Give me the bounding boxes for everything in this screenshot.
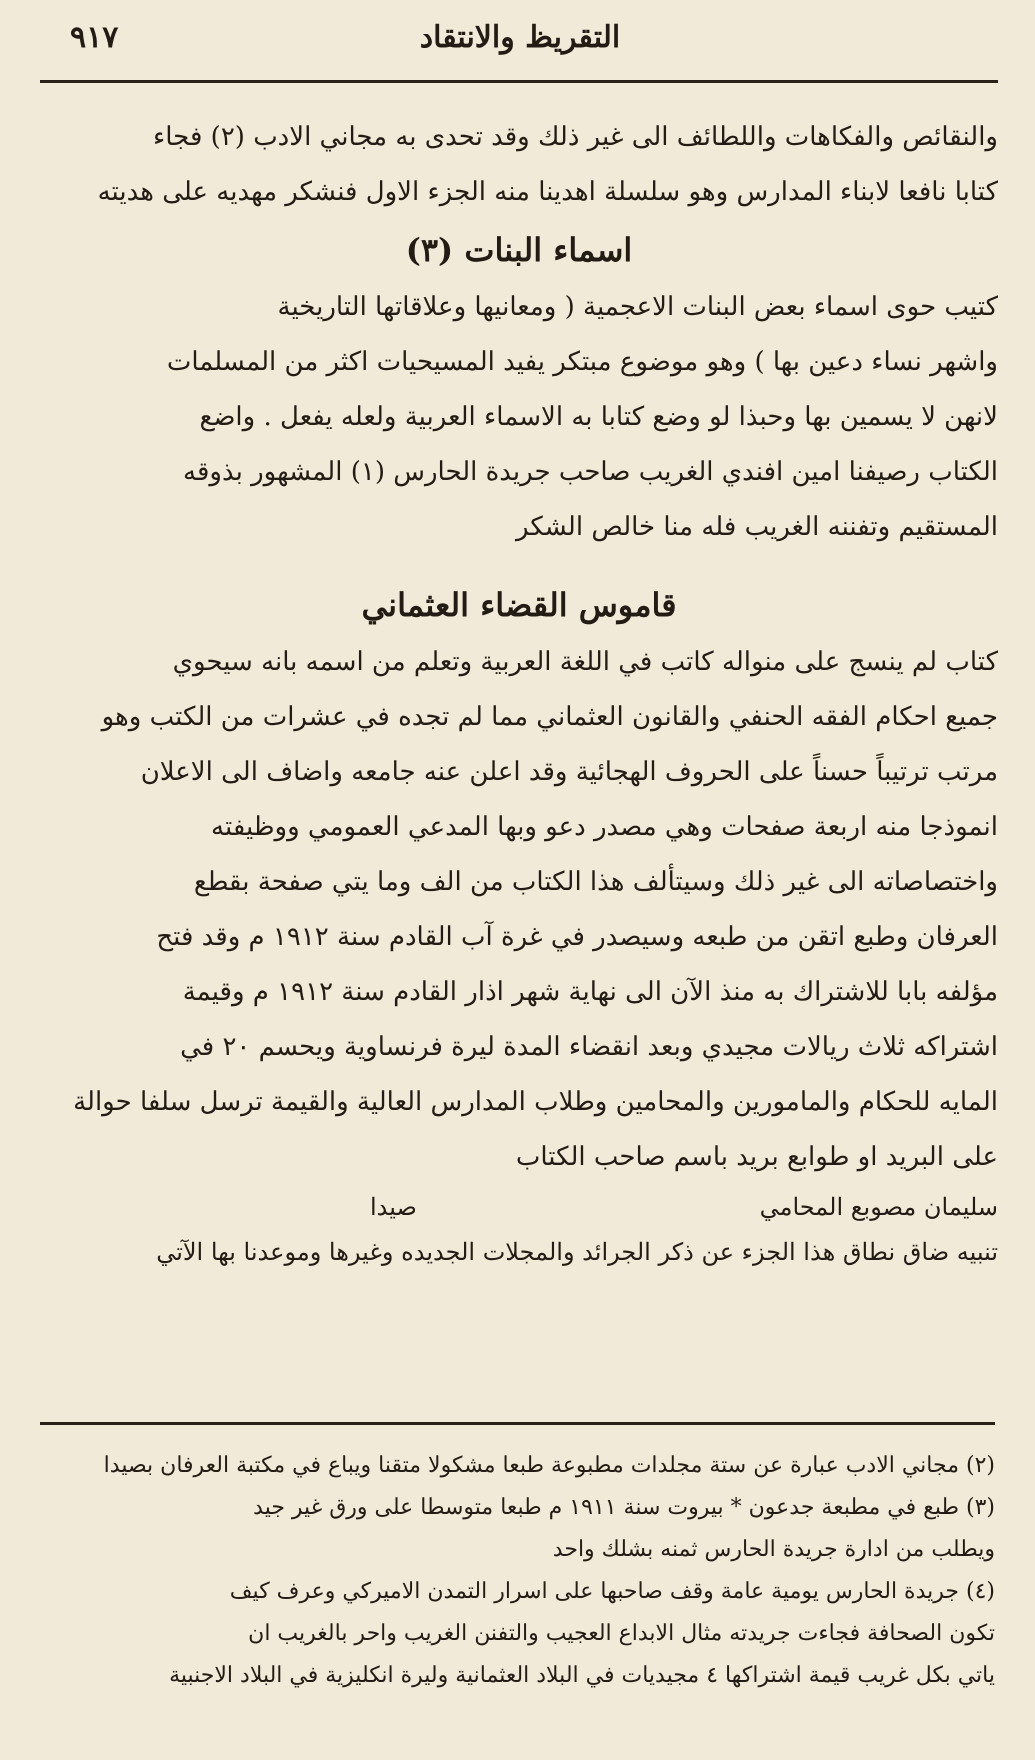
text-line: المايه للحكام والمامورين والمحامين وطلاب المدارس العالية والقيمة ترسل سلفا حوالة <box>73 1087 998 1117</box>
signature-row <box>40 1185 998 1229</box>
text-line: كتابا نافعا لابناء المدارس وهو سلسلة اهدينا منه الجزء الاول فنشكر مهديه على هديته <box>97 177 998 207</box>
footnote-rule <box>40 1422 995 1425</box>
section-heading-girls-names: اسماء البنات (٣) <box>405 231 633 269</box>
editorial-notice: تنبيه ضاق نطاق هذا الجزء عن ذكر الجرائد والمجلات الجديده وغيرها وموعدنا بها الآتي <box>156 1238 998 1266</box>
text-line: لانهن لا يسمين بها وحبذا لو وضع كتابا به الاسماء العربية ولعله يفعل . واضع <box>199 402 998 432</box>
text-line: على البريد او طوابع بريد باسم صاحب الكتاب <box>515 1142 998 1172</box>
text-line: مرتب ترتيباً حسناً على الحروف الهجائية وقد اعلن عنه جامعه واضاف الى الاعلان <box>140 757 998 787</box>
footnote-line: ياتي بكل غريب قيمة اشتراكها ٤ مجيديات في البلاد العثمانية وليرة انكليزية في البلاد الاجنبية <box>169 1663 995 1688</box>
text-line: كتيب حوى اسماء بعض البنات الاعجمية ( ومعانيها وعلاقاتها التاريخية <box>277 292 998 322</box>
section-heading-ottoman-dictionary: قاموس القضاء العثماني <box>361 586 677 624</box>
text-line: الكتاب رصيفنا امين افندي الغريب صاحب جريدة الحارس (١) المشهور بذوقه <box>183 457 998 487</box>
text-line: كتاب لم ينسج على منواله كاتب في اللغة العربية وتعلم من اسمه بانه سيحوي <box>172 647 998 677</box>
footnote-line: (٣) طبع في مطبعة جدعون * بيروت سنة ١٩١١ م طبعا متوسطا على ورق غير جيد <box>253 1495 995 1520</box>
footnote-line: (٢) مجاني الادب عبارة عن ستة مجلدات مطبوعة طبعا مشكولا متقنا ويباع في مكتبة العرفان بصيدا <box>103 1453 995 1478</box>
footnotes <box>40 1445 995 1697</box>
section-gap <box>40 555 998 575</box>
text-line: والنقائص والفكاهات واللطائف الى غير ذلك وقد تحدى به مجاني الادب (٢) فجاء <box>153 122 998 152</box>
footnote-line: (٤) جريدة الحارس يومية عامة وقف صاحبها على اسرار التمدن الاميركي وعرف كيف <box>229 1579 995 1604</box>
signature-place: صيدا <box>370 1193 417 1221</box>
main-text <box>40 110 998 1275</box>
text-line: واشهر نساء دعين بها ) وهو موضوع مبتكر يفيد المسيحيات اكثر من المسلمات <box>166 347 998 377</box>
running-head <box>40 14 1000 74</box>
page-number: ٩١٧ <box>70 20 119 55</box>
text-line: العرفان وطبع اتقن من طبعه وسيصدر في غرة آب القادم سنة ١٩١٢ م وقد فتح <box>156 922 998 952</box>
footnote-line: تكون الصحافة فجاءت جريدته مثال الابداع العجيب والتفنن الغريب واحر بالغريب ان <box>248 1621 995 1646</box>
text-line: مؤلفه بابا للاشتراك به منذ الآن الى نهاية شهر اذار القادم سنة ١٩١٢ م وقيمة <box>182 977 998 1007</box>
header-rule <box>40 80 998 83</box>
footnote-line: ويطلب من ادارة جريدة الحارس ثمنه بشلك واحد <box>552 1537 995 1562</box>
running-title: التقريظ والانتقاد <box>419 20 621 55</box>
girls-names-paragraph <box>40 280 998 555</box>
text-line: واختصاصاته الى غير ذلك وسيتألف هذا الكتاب من الف وما يتي صفحة بقطع <box>193 867 998 897</box>
text-line: انموذجا منه اربعة صفحات وهي مصدر دعو وبها المدعي العمومي ووظيفته <box>211 812 998 842</box>
intro-paragraph <box>40 110 998 220</box>
text-line: المستقيم وتفننه الغريب فله منا خالص الشكر <box>516 512 998 542</box>
text-line: اشتراكه ثلاث ريالات مجيدي وبعد انقضاء المدة ليرة فرنساوية ويحسم ٢٠ في <box>180 1032 998 1062</box>
ottoman-dictionary-paragraph <box>40 635 998 1185</box>
text-line: جميع احكام الفقه الحنفي والقانون العثماني مما لم تجده في عشرات من الكتب وهو <box>101 702 998 732</box>
signature-name: سليمان مصوبع المحامي <box>759 1193 998 1221</box>
